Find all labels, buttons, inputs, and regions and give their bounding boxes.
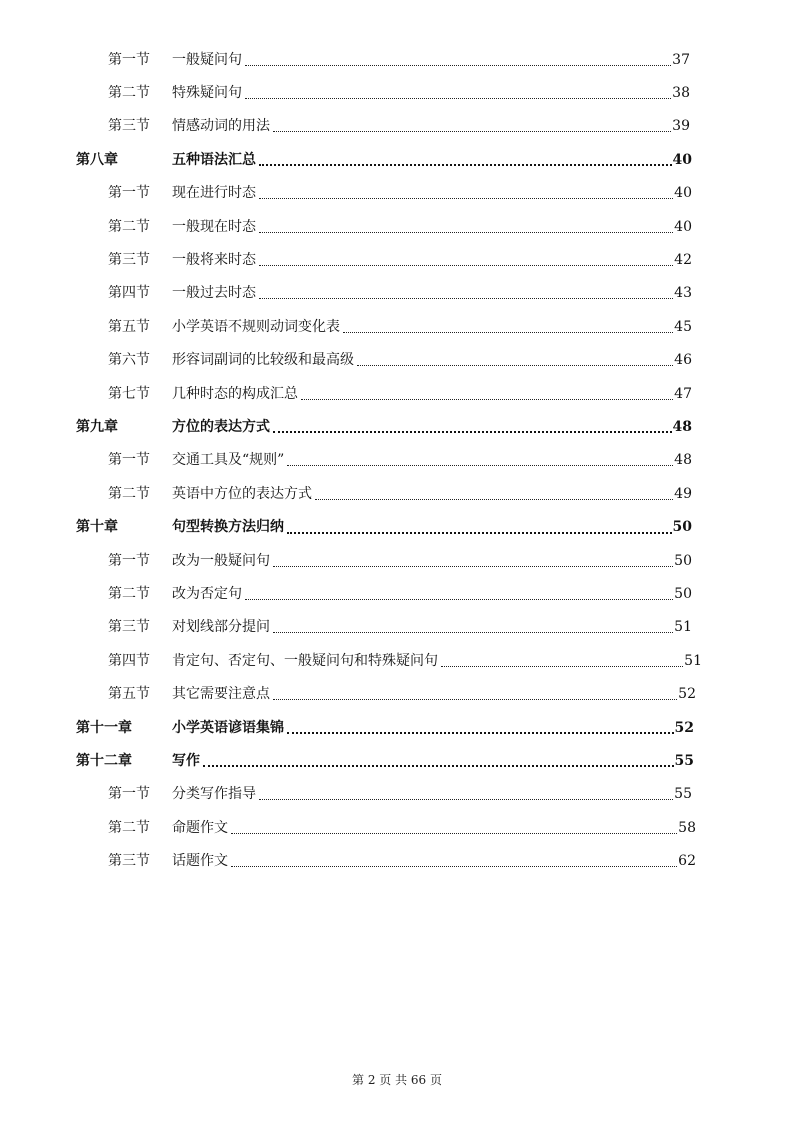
toc-section-row[interactable] [0,243,794,276]
toc-entry-page: 52 [678,686,696,703]
toc-entry-title: 形容词副词的比较级和最高级 [172,352,354,369]
toc-entry-number: 第二节 [108,819,150,836]
toc-entry [172,53,690,67]
toc-entry-page: 50 [672,519,692,536]
dot-leader [245,97,671,99]
page-footer: 第 2 页 共 66 页 [352,1073,442,1087]
toc-entry-page: 40 [674,185,692,202]
toc-entry-title: 方位的表达方式 [172,418,270,435]
toc-entry-title: 分类写作指导 [172,786,256,803]
toc-section-row[interactable] [0,277,794,310]
toc-entry [172,854,696,868]
toc-entry-page: 43 [674,285,692,302]
dot-leader [273,565,673,567]
dot-leader [273,698,677,700]
toc-entry-page: 47 [674,385,692,402]
toc-entry-title: 五种语法汇总 [172,151,256,168]
dot-leader [245,598,673,600]
toc-entry [172,286,692,300]
toc-entry-page: 39 [672,118,690,135]
toc-section-row[interactable] [0,210,794,243]
toc-section-row[interactable] [0,76,794,109]
toc-entry-page: 40 [672,151,692,168]
dot-leader [259,798,673,800]
toc-entry-number: 第七节 [108,385,150,402]
dot-leader [259,264,673,266]
toc-chapter-row[interactable] [0,143,794,176]
toc-entry-number: 第二节 [108,218,150,235]
dot-leader [287,464,673,466]
dot-leader [259,197,673,199]
toc-entry-number: 第三节 [108,853,150,870]
toc-entry-page: 48 [674,452,692,469]
dot-leader [231,832,677,834]
toc-chapter-row[interactable] [0,744,794,777]
dot-leader [273,430,672,433]
toc-entry-number: 第三节 [108,252,150,269]
toc-entry [172,520,692,534]
toc-entry-title: 几种时态的构成汇总 [172,385,298,402]
toc-entry [172,220,692,234]
toc-entry-number: 第八章 [76,151,118,168]
toc-entry [172,754,694,768]
toc-section-row[interactable] [0,611,794,644]
toc-entry-number: 第四节 [108,285,150,302]
toc-entry [172,721,694,735]
toc-entry-title: 英语中方位的表达方式 [172,485,312,502]
toc-entry-number: 第十一章 [76,719,132,736]
toc-entry [172,320,692,334]
toc-entry-number: 第二节 [108,585,150,602]
dot-leader [203,764,674,767]
toc-entry-title: 小学英语不规则动词变化表 [172,318,340,335]
toc-entry [172,353,692,367]
toc-entry-number: 第二节 [108,85,150,102]
toc-entry-title: 其它需要注意点 [172,686,270,703]
toc-entry-number: 第十二章 [76,752,132,769]
dot-leader [273,130,671,132]
toc-entry-number: 第四节 [108,652,150,669]
dot-leader [357,364,673,366]
toc-section-row[interactable] [0,377,794,410]
toc-entry-title: 一般疑问句 [172,51,242,68]
toc-entry-number: 第一节 [108,185,150,202]
toc-entry-title: 话题作文 [172,853,228,870]
toc-entry-page: 46 [674,352,692,369]
dot-leader [287,731,674,734]
toc-entry [172,86,690,100]
toc-entry-page: 38 [672,85,690,102]
dot-leader [245,64,671,66]
toc-section-row[interactable] [0,344,794,377]
toc-entry-title: 现在进行时态 [172,185,256,202]
toc-entry [172,654,702,668]
toc-section-row[interactable] [0,644,794,677]
toc-entry-title: 交通工具及“规则” [172,452,285,469]
toc-entry-number: 第三节 [108,118,150,135]
toc-section-row[interactable] [0,677,794,710]
toc-entry [172,787,692,801]
toc-entry-page: 52 [674,719,694,736]
toc-entry-title: 特殊疑问句 [172,85,242,102]
toc-entry [172,487,692,501]
toc-entry-title: 小学英语谚语集锦 [172,719,284,736]
toc-entry-page: 50 [674,585,692,602]
toc-entry [172,253,692,267]
toc-chapter-row[interactable] [0,510,794,543]
toc-entry [172,153,692,167]
toc-entry-number: 第一节 [108,786,150,803]
toc-entry-page: 48 [672,418,692,435]
toc-entry-number: 第九章 [76,418,118,435]
dot-leader [259,163,672,166]
dot-leader [259,231,673,233]
toc-entry [172,420,692,434]
toc-entry-page: 58 [678,819,696,836]
toc-entry-number: 第一节 [108,552,150,569]
toc-entry-title: 改为否定句 [172,585,242,602]
toc-entry-title: 情感动词的用法 [172,118,270,135]
dot-leader [259,297,673,299]
toc-entry-page: 50 [674,552,692,569]
dot-leader [301,398,673,400]
dot-leader [343,331,673,333]
toc-entry [172,453,692,467]
toc-entry-title: 改为一般疑问句 [172,552,270,569]
toc-entry-title: 一般现在时态 [172,218,256,235]
table-of-contents [0,43,794,878]
toc-entry-page: 45 [674,318,692,335]
toc-entry-title: 对划线部分提问 [172,619,270,636]
toc-section-row[interactable] [0,778,794,811]
toc-entry-title: 肯定句、否定句、一般疑问句和特殊疑问句 [172,652,438,669]
toc-section-row[interactable] [0,177,794,210]
toc-section-row[interactable] [0,811,794,844]
toc-section-row[interactable] [0,477,794,510]
toc-section-row[interactable] [0,110,794,143]
toc-entry-page: 49 [674,485,692,502]
toc-section-row[interactable] [0,444,794,477]
toc-chapter-row[interactable] [0,410,794,443]
toc-entry-number: 第六节 [108,352,150,369]
toc-entry-title: 写作 [172,752,200,769]
toc-section-row[interactable] [0,310,794,343]
toc-entry-title: 一般将来时态 [172,252,256,269]
toc-entry-page: 40 [674,218,692,235]
toc-entry [172,587,692,601]
toc-entry-page: 51 [674,619,692,636]
dot-leader [273,631,673,633]
toc-entry-page: 42 [674,252,692,269]
toc-entry-title: 一般过去时态 [172,285,256,302]
toc-entry-number: 第十章 [76,519,118,536]
toc-entry-number: 第二节 [108,485,150,502]
dot-leader [287,531,672,534]
toc-section-row[interactable] [0,577,794,610]
toc-entry-page: 55 [674,752,694,769]
toc-entry [172,821,696,835]
toc-entry [172,687,696,701]
toc-entry-title: 句型转换方法归纳 [172,519,284,536]
toc-entry [172,119,690,133]
toc-chapter-row[interactable] [0,711,794,744]
toc-section-row[interactable] [0,43,794,76]
toc-entry-page: 55 [674,786,692,803]
dot-leader [315,498,673,500]
toc-entry-number: 第五节 [108,318,150,335]
toc-entry [172,620,692,634]
toc-entry-number: 第三节 [108,619,150,636]
toc-section-row[interactable] [0,844,794,877]
toc-entry [172,554,692,568]
toc-section-row[interactable] [0,544,794,577]
toc-entry-number: 第一节 [108,51,150,68]
toc-entry-page: 37 [672,51,690,68]
toc-entry-number: 第五节 [108,686,150,703]
toc-entry-number: 第一节 [108,452,150,469]
toc-entry [172,387,692,401]
dot-leader [231,865,677,867]
dot-leader [441,665,683,667]
toc-entry-title: 命题作文 [172,819,228,836]
toc-entry-page: 62 [678,853,696,870]
toc-entry-page: 51 [684,652,702,669]
toc-entry [172,186,692,200]
